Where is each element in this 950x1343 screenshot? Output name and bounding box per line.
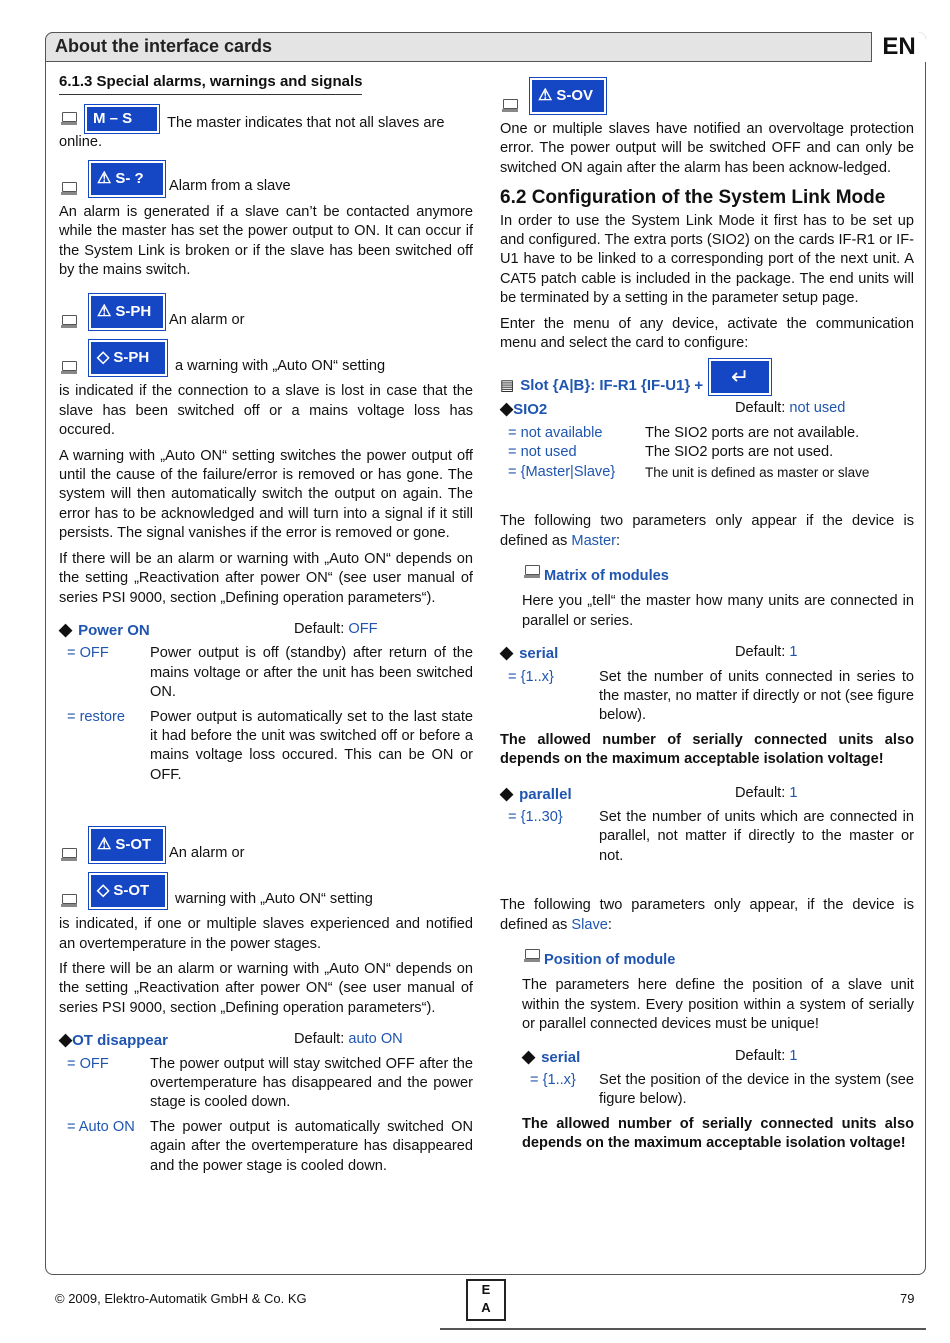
option-desc: Power output is automatically set to the last state it had before the unit was switched off or before a mains voltage loss occured. This can be ON or OFF. [150, 708, 473, 783]
param-default [294, 620, 473, 640]
sov-block [500, 78, 914, 114]
computer-icon [61, 315, 77, 328]
option-desc: The unit is defined as master or slave [645, 464, 870, 480]
param-label: OT disappear [72, 1032, 168, 1050]
sph-alarm-text: An alarm or [169, 312, 245, 329]
sot-alarm-badge [89, 827, 165, 863]
paragraph [500, 512, 914, 551]
param-name [522, 1047, 580, 1067]
param-default [294, 1030, 473, 1050]
badge-label: S-OT [115, 836, 152, 854]
sot-warning-text: warning with „Auto ON“ setting [175, 890, 373, 907]
param-label: serial [541, 1048, 581, 1066]
diamond-bullet-icon: ◆ [522, 1046, 536, 1066]
default-label: Default: [735, 1047, 790, 1064]
sio2-param [500, 399, 914, 419]
paragraph: In order to use the System Link Mode it first has to be set up and configured. The extra ports (SIO2) on the cards IF-R1 or IF-U1 have to be linked to a corresponding port of the next unit. A CAT5 patch cable is included in the package. The end units will be terminated by a setting in the parameter setup page. [500, 212, 914, 307]
warning-triangle-icon: ⚠ [97, 836, 112, 854]
option-key: = restore [67, 708, 125, 725]
param-label: serial [519, 645, 559, 663]
warning-note: The allowed number of serially connected units also depends on the maximum acceptable isolation voltage! [500, 731, 914, 768]
warning-note: The allowed number of serially connected units also depends on the maximum acceptable isolation voltage! [522, 1115, 914, 1152]
option-key: = OFF [67, 1055, 109, 1072]
option-row [522, 1071, 914, 1110]
paragraph [500, 896, 914, 935]
option-key: = {1..x} [508, 668, 554, 685]
paragraph: The parameters here define the position of a slave unit within the system. Every position within a system of serially or parallel connected devices must be unique! [522, 977, 914, 1033]
right-column [500, 78, 914, 1160]
default-value: auto ON [348, 1031, 403, 1048]
badge-label: S-PH [113, 349, 150, 367]
matrix-label: Matrix of modules [544, 567, 669, 584]
computer-icon [502, 99, 518, 112]
paragraph: One or multiple slaves have notified an overvoltage protection error. The power output will be switched OFF and can only be switched ON again after the alarm has been acknow-ledged. [500, 121, 914, 176]
computer-icon [524, 949, 540, 962]
footer-divider [440, 1328, 926, 1330]
ms-block [59, 105, 473, 152]
option-row [500, 443, 914, 462]
sot-alarm-block [59, 827, 473, 863]
slave-link: Slave [571, 916, 608, 933]
sph-alarm-block [59, 294, 473, 330]
param-name [500, 784, 572, 804]
default-label: Default: [294, 1031, 349, 1048]
power-on-param [59, 620, 473, 640]
parallel-param [500, 784, 914, 804]
paragraph: Here you „tell“ the master how many units are connected in parallel or series. [522, 593, 914, 629]
option-key: = not used [508, 444, 577, 461]
paragraph: Enter the menu of any device, activate the communication menu and select the card to configure: [500, 315, 914, 352]
param-default [735, 399, 914, 419]
computer-icon [61, 894, 77, 907]
paragraph: An alarm is generated if a slave can’t be contacted anymore while the master has set the power output to ON. It can occur if the System Link is broken or if the slave has been switched off by the mains switch. [59, 203, 473, 279]
text: : [607, 916, 612, 933]
ms-text: The master indicates that not all slaves are online. [59, 115, 445, 151]
option-desc: Set the number of units connected in series to the master, no matter if directly or not (see figure below). [599, 668, 914, 724]
warning-triangle-icon: ⚠ [97, 303, 112, 321]
param-label: parallel [519, 785, 572, 803]
computer-icon [524, 565, 540, 578]
master-link: Master [571, 532, 617, 549]
warning-triangle-icon: ⚠ [538, 87, 553, 104]
param-name [59, 1030, 168, 1050]
default-label: Default: [735, 784, 790, 801]
warning-diamond-icon: ◇ [97, 882, 110, 900]
slot-row [500, 359, 914, 395]
matrix-heading [522, 565, 914, 586]
param-label: Power ON [78, 621, 150, 639]
text: The following two parameters only appear if the device is defined as [500, 513, 914, 549]
paragraph: If there will be an alarm or warning with „Auto ON“ depends on the setting „Reactivation after power ON“ (see user manual of series PSI 9000, section „Defining operation parameters“). [59, 960, 473, 1016]
sot-warning-block [59, 873, 473, 909]
copyright: © 2009, Elektro-Automatik GmbH & Co. KG [55, 1291, 307, 1306]
option-desc: The power output is automatically switched ON again after the overtemperature has disappeared and the power stage is cooled down. [150, 1118, 473, 1174]
sph-alarm-badge [89, 294, 165, 330]
default-label: Default: [735, 644, 790, 661]
option-desc: Power output is off (standby) after return of the mains voltage or after the unit has been switched ON. [150, 645, 473, 701]
left-column [59, 72, 473, 1181]
position-label: Position of module [544, 952, 676, 968]
option-row [59, 708, 473, 786]
computer-icon [61, 182, 77, 195]
badge-label: S-OV [556, 87, 594, 104]
position-heading [522, 949, 914, 970]
option-row [500, 668, 914, 726]
sph-warning-text: a warning with „Auto ON“ setting [175, 358, 386, 375]
option-desc: The SIO2 ports are not available. [645, 424, 860, 441]
option-desc: Set the position of the device in the system (see figure below). [599, 1072, 914, 1108]
option-key: = Auto ON [67, 1118, 135, 1135]
paragraph: is indicated, if one or multiple slaves experienced and notified an overtemperature in the power stages. [59, 916, 473, 952]
paragraph: is indicated if the connection to a slave is lost in case that the slave has been switched off or a mains voltage loss has occured. [59, 383, 473, 439]
option-row [59, 1118, 473, 1176]
option-desc: Set the number of units which are connected in parallel, not matter if directly to the master or not. [599, 808, 914, 864]
default-value: not used [789, 400, 846, 417]
master-slave-badge: M – S [85, 105, 159, 133]
text: The following two parameters only appear, if the device is defined as [500, 897, 914, 933]
sq-text: Alarm from a slave [169, 178, 291, 195]
default-label: Default: [294, 620, 349, 637]
serial-param-master [500, 643, 914, 663]
badge-label: S-OT [113, 882, 150, 900]
diamond-bullet-icon: ◆ [500, 783, 514, 803]
option-desc: The SIO2 ports are not used. [645, 444, 834, 461]
default-label: Default: [735, 400, 790, 417]
option-key: = {Master|Slave} [508, 463, 616, 480]
option-key: = OFF [67, 645, 109, 662]
badge-label: S-PH [115, 303, 152, 321]
enter-key-icon: ↵ [709, 359, 771, 395]
page-number: 79 [900, 1291, 915, 1306]
computer-icon [61, 848, 77, 861]
param-name [500, 643, 558, 663]
option-key: = {1..30} [508, 808, 563, 825]
slot-label: Slot {A|B}: IF-R1 {IF-U1} + [520, 377, 704, 395]
warning-triangle-icon: ⚠ [97, 169, 112, 187]
sot-alarm-text: An alarm or [169, 844, 245, 861]
diamond-bullet-icon: ◆ [59, 619, 73, 639]
option-desc: The power output will stay switched OFF after the overtemperature has disappeared and the power stage is cooled down. [150, 1055, 473, 1111]
param-default [735, 1047, 914, 1067]
computer-icon [61, 361, 77, 374]
diamond-bullet-icon: ◆ [59, 1030, 73, 1050]
page-title: About the interface cards [55, 36, 273, 56]
company-logo [466, 1279, 506, 1321]
diamond-bullet-icon: ◆ [500, 399, 514, 419]
badge-label: S- ? [115, 169, 144, 187]
slave-alarm-badge [89, 161, 165, 197]
diamond-bullet-icon: ◆ [500, 643, 514, 663]
warning-diamond-icon: ◇ [97, 349, 110, 367]
logo-letter: E [481, 1282, 491, 1297]
default-value: 1 [789, 784, 798, 801]
section-heading-6-2: 6.2 Configuration of the System Link Mode [500, 187, 886, 209]
paragraph: If there will be an alarm or warning with „Auto ON“ depends on the setting „Reactivation after power ON“ (see user manual of series PSI 9000, section „Defining operation parameters“). [59, 550, 473, 606]
param-default [735, 784, 914, 804]
param-default [735, 643, 914, 663]
option-row [59, 1055, 473, 1113]
option-row [59, 644, 473, 702]
option-row [500, 808, 914, 866]
option-row [500, 463, 914, 482]
param-name [500, 399, 547, 419]
ot-disappear-param [59, 1030, 473, 1050]
sph-warning-badge [89, 340, 167, 376]
sov-badge [530, 78, 606, 114]
sot-warning-badge [89, 873, 167, 909]
sq-block [59, 161, 473, 197]
param-name [59, 620, 150, 640]
sph-warning-block [59, 340, 473, 376]
language-badge: EN [871, 32, 926, 62]
menu-icon: ▤ [500, 377, 515, 395]
paragraph: A warning with „Auto ON“ setting switches the power output off until the cause of the failure/error is removed or has gone. The system will then automatically switch the output on again. The error has to be acknowledged and will turn into a signal if it still persists. The signal vanishes if the error is removed or gone. [59, 447, 473, 542]
serial-param-slave [522, 1047, 914, 1067]
default-value: OFF [348, 620, 378, 637]
option-row [500, 424, 914, 443]
logo-letter: A [481, 1300, 491, 1315]
computer-icon [61, 112, 77, 125]
default-value: 1 [789, 644, 798, 661]
section-heading: 6.1.3 Special alarms, warnings and signals [59, 72, 362, 95]
option-key: = not available [508, 424, 603, 441]
option-key: = {1..x} [530, 1072, 576, 1089]
text: : [616, 532, 621, 549]
param-label: SIO2 [513, 401, 548, 419]
default-value: 1 [789, 1047, 798, 1064]
